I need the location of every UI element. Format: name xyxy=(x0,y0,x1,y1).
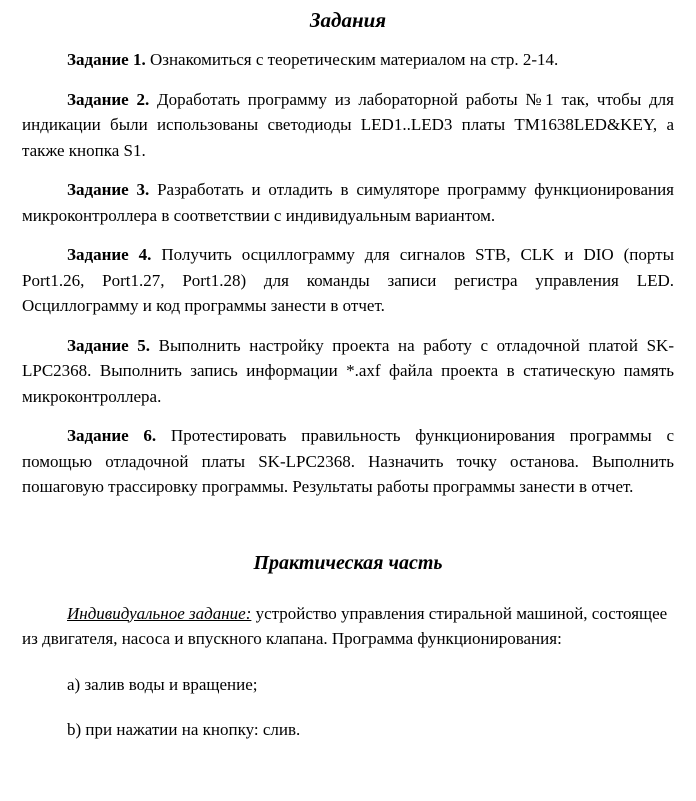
task-paragraph xyxy=(22,333,674,410)
task-text: Выполнить настройку проекта на работу с отладочной платой SK-LPC2368. Выполнить запись информации *.axf файла проекта в статическую память микроконтроллера. xyxy=(22,335,674,406)
practical-lead: Индивидуальное задание: xyxy=(67,603,252,623)
page-title: Задания xyxy=(309,8,387,32)
task-lead: Задание 5. xyxy=(67,335,151,355)
task-lead: Задание 2. xyxy=(67,89,150,109)
list-item-b: b) при нажатии на кнопку: слив. xyxy=(67,720,301,739)
task-lead: Задание 6. xyxy=(67,426,157,445)
task-lead: Задание 4. xyxy=(67,245,152,264)
practical-paragraph xyxy=(22,601,674,652)
task-text: Получить осциллограмму для сигналов STB, CLK и DIO (порты Port1.26, Port1.27, Port1.28) для команды записи регистра управления LED. Осциллограмму и код программы занести в отчет. xyxy=(22,245,674,315)
section-title-practical: Практическая часть xyxy=(253,551,443,574)
task-paragraph xyxy=(22,242,674,319)
task-text: Ознакомиться с теоретическим материалом на стр. 2-14. xyxy=(145,50,559,69)
task-text: Доработать программу из лабораторной работы №1 так, чтобы для индикации были использованы светодиоды LED1..LED3 платы TM1638LED&KEY, а также кнопка S1. xyxy=(22,89,674,160)
task-paragraph xyxy=(22,177,674,228)
task-text: Разработать и отладить в симуляторе программу функционирования микроконтроллера в соответствии с индивидуальным вариантом. xyxy=(22,180,674,225)
task-lead: Задание 3. xyxy=(67,180,150,199)
list-item-a: а) залив воды и вращение; xyxy=(67,674,258,694)
practical-text: устройство управления стиральной машиной, состоящее из двигателя, насоса и впускного клапана. Программа функционирования: xyxy=(22,603,668,648)
task-text: Протестировать правильность функционирования программы с помощью отладочной платы SK-LPC2368. Назначить точку останова. Выполнить пошаговую трассировку программы. Результаты работы программы занести в отчет. xyxy=(22,426,674,496)
task-paragraph xyxy=(22,423,674,500)
task-paragraph xyxy=(22,87,674,164)
task-lead: Задание 1. xyxy=(67,50,146,69)
task-paragraph xyxy=(22,47,674,73)
